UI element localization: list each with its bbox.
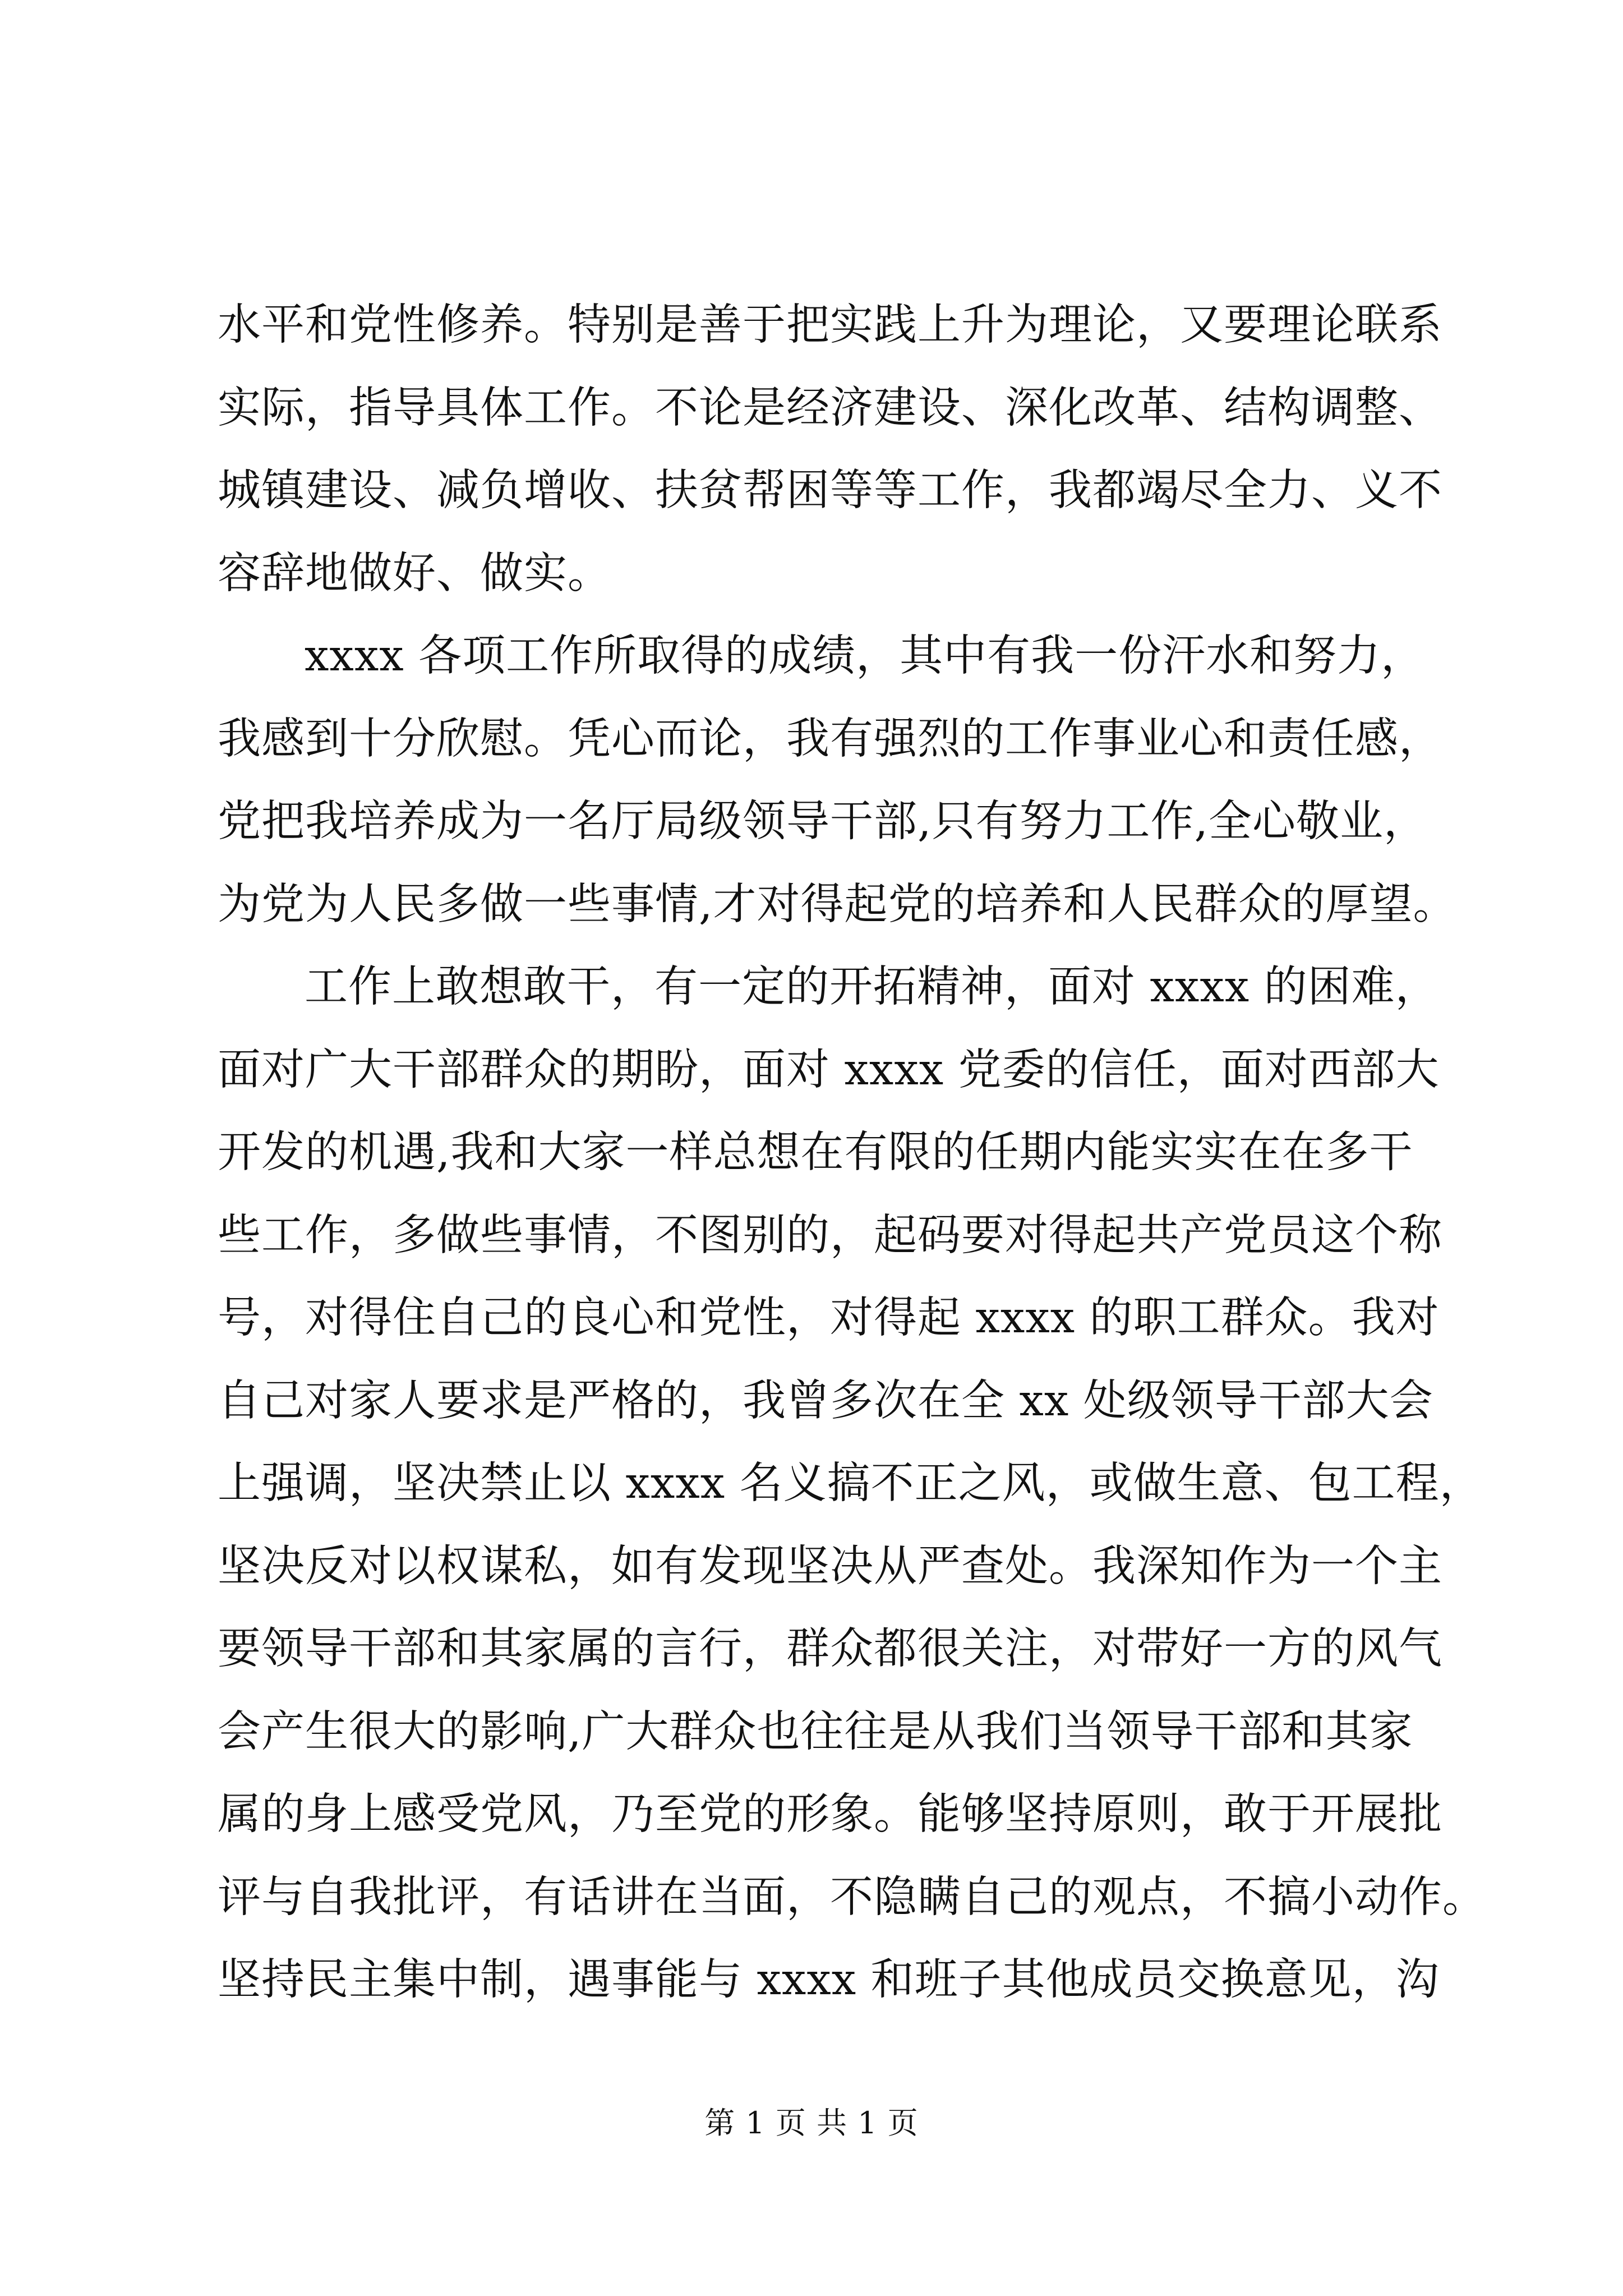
text-line: 工作上敢想敢干，有一定的开拓精神，面对 xxxx 的困难， <box>305 962 1439 1012</box>
text-line: 属的身上感受党风，乃至党的形象。能够坚持原则，敢于开展批 <box>218 1789 1442 1839</box>
text-line: 会产生很大的影响,广大群众也往往是从我们当领导干部和其家 <box>218 1706 1413 1757</box>
text-line: 些工作，多做些事情，不图别的，起码要对得起共产党员这个称 <box>218 1210 1442 1260</box>
text-line: 上强调，坚决禁止以 xxxx 名义搞不正之风，或做生意、包工程， <box>218 1458 1483 1508</box>
page-footer: 第 1 页 共 1 页 <box>704 2105 919 2141</box>
text-line: 容辞地做好、做实。 <box>218 548 611 599</box>
text-line: 城镇建设、减负增收、扶贫帮困等等工作，我都竭尽全力、义不 <box>218 466 1442 516</box>
text-line: 党把我培养成为一名厅局级领导干部,只有努力工作,全心敬业， <box>218 797 1427 846</box>
text-line: 面对广大干部群众的期盼，面对 xxxx 党委的信任，面对西部大 <box>218 1045 1440 1095</box>
text-line: 坚决反对以权谋私，如有发现坚决从严查处。我深知作为一个主 <box>218 1541 1442 1591</box>
text-line: 自己对家人要求是严格的，我曾多次在全 xx 处级领导干部大会 <box>218 1375 1433 1426</box>
body-text <box>218 284 1486 2022</box>
text-line: 我感到十分欣慰。凭心而论，我有强烈的工作事业心和责任感， <box>218 714 1442 764</box>
text-line: xxxx 各项工作所取得的成绩，其中有我一份汗水和努力， <box>305 631 1425 681</box>
text-line: 评与自我批评，有话讲在当面，不隐瞒自己的观点，不搞小动作。 <box>218 1872 1486 1922</box>
text-line: 开发的机遇,我和大家一样总想在有限的任期内能实实在在多干 <box>218 1128 1413 1177</box>
text-line: 号，对得住自己的良心和党性，对得起 xxxx 的职工群众。我对 <box>218 1293 1440 1343</box>
text-line: 实际，指导具体工作。不论是经济建设、深化改革、结构调整、 <box>218 383 1442 433</box>
text-line: 为党为人民多做一些事情,才对得起党的培养和人民群众的厚望。 <box>218 879 1457 930</box>
text-line: 要领导干部和其家属的言行，群众都很关注，对带好一方的风气 <box>218 1624 1442 1674</box>
text-line: 坚持民主集中制，遇事能与 xxxx 和班子其他成员交换意见，沟 <box>218 1955 1440 2005</box>
text-line: 水平和党性修养。特别是善于把实践上升为理论，又要理论联系 <box>218 300 1442 350</box>
